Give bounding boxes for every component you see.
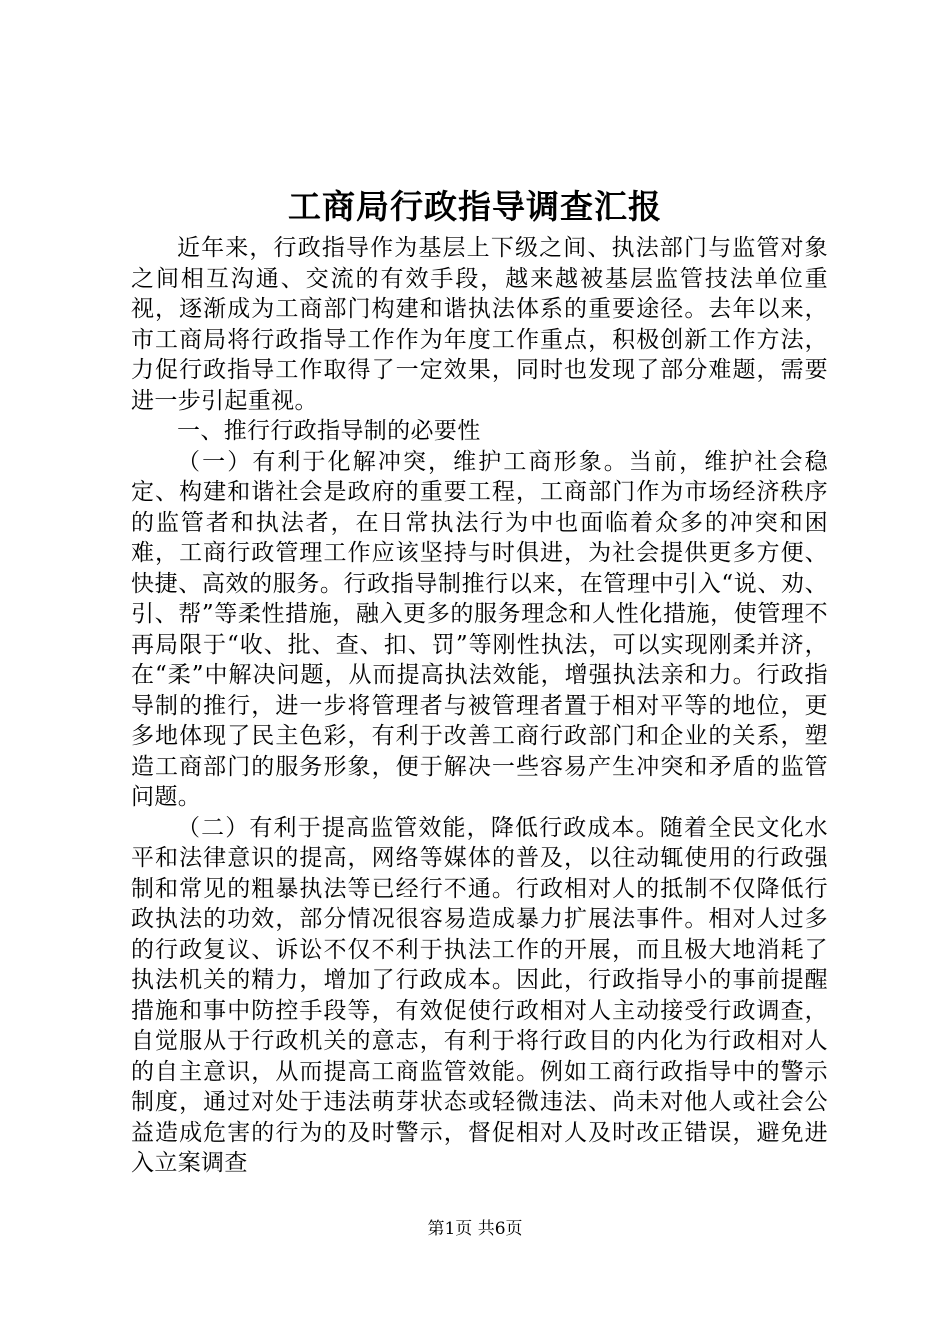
document-title: 工商局行政指导调查汇报: [288, 187, 662, 226]
paragraph-intro: 近年来，行政指导作为基层上下级之间、执法部门与监管对象之间相互沟通、交流的有效手段，越来越被基层监管技法单位重视，逐渐成为工商部门构建和谐执法体系的重要途径。去年以来，市工商局将行政指导工作作为年度工作重点，积极创新工作方法，力促行政指导工作取得了一定效果，同时也发现了部分难题，需要进一步引起重视。: [131, 235, 828, 414]
page-number-footer: 第1页 共6页: [427, 1219, 523, 1239]
paragraph-point-1: （一）有利于化解冲突，维护工商形象。当前，维护社会稳定、构建和谐社会是政府的重要工程，工商部门作为市场经济秩序的监管者和执法者，在日常执法行为中也面临着众多的冲突和困难，工商行政管理工作应该坚持与时俱进，为社会提供更多方便、快捷、高效的服务。行政指导制推行以来，在管理中引入“说、劝、引、帮”等柔性措施，融入更多的服务理念和人性化措施，使管理不再局限于“收、批、查、扣、罚”等刚性执法，可以实现刚柔并济，在“柔”中解决问题，从而提高执法效能，增强执法亲和力。行政指导制的推行，进一步将管理者与被管理者置于相对平等的地位，更多地体现了民主色彩，有利于改善工商行政部门和企业的关系，塑造工商部门的服务形象，便于解决一些容易产生冲突和矛盾的监管问题。: [131, 448, 828, 810]
paragraph-point-2: （二）有利于提高监管效能，降低行政成本。随着全民文化水平和法律意识的提高，网络等媒体的普及，以往动辄使用的行政强制和常见的粗暴执法等已经行不通。行政相对人的抵制不仅降低行政执法的功效，部分情况很容易造成暴力扩展法事件。相对人过多的行政复议、诉讼不仅不利于执法工作的开展，而且极大地消耗了执法机关的精力，增加了行政成本。因此，行政指导小的事前提醒措施和事中防控手段等，有效促使行政相对人主动接受行政调查，自觉服从于行政机关的意志，有利于将行政目的内化为行政相对人的自主意识，从而提高工商监管效能。例如工商行政指导中的警示制度，通过对处于违法萌芽状态或轻微违法、尚未对他人或社会公益造成危害的行为的及时警示，督促相对人及时改正错误，避免进入立案调查: [131, 814, 828, 1176]
section-heading: 一、推行行政指导制的必要性: [177, 418, 481, 444]
document-body: [131, 233, 828, 1179]
